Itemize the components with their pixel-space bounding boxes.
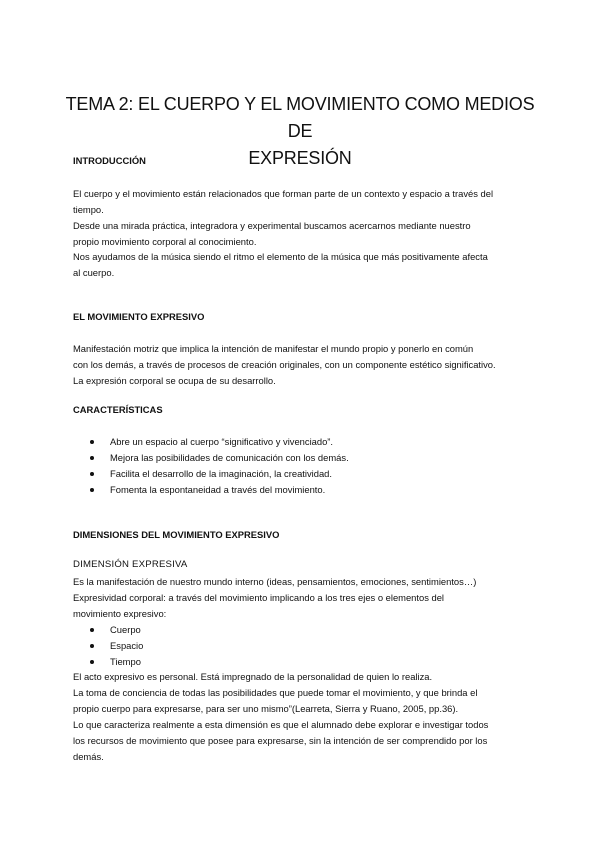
list-item: Cuerpo: [110, 624, 141, 635]
intro-line: propio movimiento corporal al conocimiento.: [73, 236, 257, 247]
dimension-subheading: DIMENSIÓN EXPRESIVA: [73, 559, 188, 570]
bullet-icon: [90, 628, 94, 632]
caracteristicas-heading: CARACTERÍSTICAS: [73, 404, 163, 415]
list-item: Facilita el desarrollo de la imaginación, la creatividad.: [110, 468, 332, 479]
dimension-line: Lo que caracteriza realmente a esta dimensión es que el alumnado debe explorar e investigar todos: [73, 719, 489, 730]
intro-line: Desde una mirada práctica, integradora y experimental buscamos acercarnos mediante nuestro: [73, 220, 471, 231]
bullet-icon: [90, 488, 94, 492]
dimension-line: Expresividad corporal: a través del movimiento implicando a los tres ejes o elementos del: [73, 592, 445, 603]
dimension-line: La toma de conciencia de todas las posibilidades que puede tomar el movimiento, y que brinda el: [73, 687, 478, 698]
list-item: Tiempo: [110, 656, 141, 667]
movimiento-heading: EL MOVIMIENTO EXPRESIVO: [73, 311, 205, 322]
list-item: Abre un espacio al cuerpo “significativo y vivenciado”.: [110, 436, 334, 447]
movimiento-line: La expresión corporal se ocupa de su desarrollo.: [73, 375, 276, 386]
movimiento-line: con los demás, a través de procesos de creación originales, con un componente estético significativo.: [73, 359, 496, 370]
dimension-line: movimiento expresivo:: [73, 608, 167, 619]
dimensiones-heading: DIMENSIONES DEL MOVIMIENTO EXPRESIVO: [73, 529, 280, 540]
list-item: Mejora las posibilidades de comunicación con los demás.: [110, 452, 349, 463]
title-line-1: TEMA 2: EL CUERPO Y EL MOVIMIENTO COMO MEDIOS DE: [65, 94, 535, 141]
bullet-icon: [90, 644, 94, 648]
bullet-icon: [90, 660, 94, 664]
list-item: Espacio: [110, 640, 144, 651]
dimension-line: los recursos de movimiento que posee para expresarse, sin la intención de ser comprendido por los: [73, 735, 488, 746]
bullet-icon: [90, 456, 94, 460]
list-item: Fomenta la espontaneidad a través del movimiento.: [110, 484, 326, 495]
dimension-line: El acto expresivo es personal. Está impregnado de la personalidad de quien lo realiza.: [73, 671, 433, 682]
dimension-line: propio cuerpo para expresarse, para ser uno mismo”(Learreta, Sierra y Ruano, 2005, pp.36).: [73, 703, 459, 714]
intro-line: al cuerpo.: [73, 267, 115, 278]
bullet-icon: [90, 440, 94, 444]
intro-heading: INTRODUCCIÓN: [73, 155, 146, 166]
intro-line: tiempo.: [73, 204, 104, 215]
intro-line: El cuerpo y el movimiento están relacionados que forman parte de un contexto y espacio a través del: [73, 188, 494, 199]
movimiento-line: Manifestación motriz que implica la intención de manifestar el mundo propio y ponerlo en común: [73, 343, 474, 354]
dimension-line: Es la manifestación de nuestro mundo interno (ideas, pensamientos, emociones, sentimientos…): [73, 576, 477, 587]
bullet-icon: [90, 472, 94, 476]
dimension-line: demás.: [73, 751, 104, 762]
title-line-2: EXPRESIÓN: [248, 148, 352, 168]
intro-line: Nos ayudamos de la música siendo el ritmo el elemento de la música que más positivamente afecta: [73, 251, 488, 262]
